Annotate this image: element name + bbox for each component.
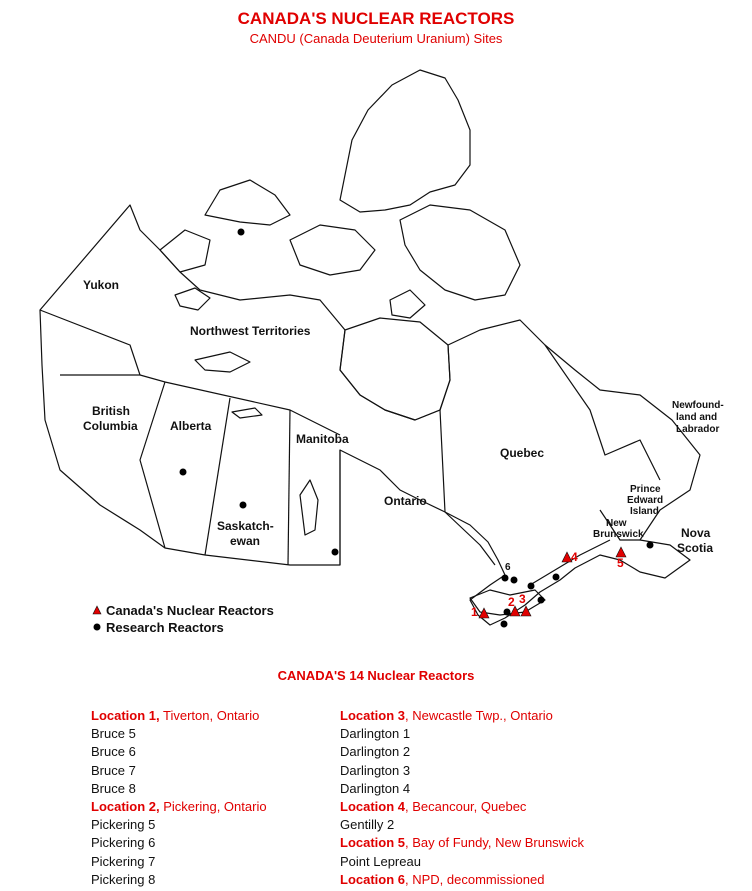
- label-bc-line2: Columbia: [83, 419, 138, 433]
- label-sask-line1: Saskatch-: [217, 519, 274, 533]
- reactor-list-left: [91, 707, 267, 889]
- legend-reactors-label: Canada's Nuclear Reactors: [106, 603, 274, 618]
- research-reactor-dot: [180, 469, 187, 476]
- reactor-item: Pickering 8: [91, 871, 156, 887]
- sask-manitoba-border: [288, 410, 290, 565]
- hudson-bay: [340, 318, 450, 420]
- research-reactor-dot: [553, 574, 560, 581]
- location-heading: Location 1, Tiverton, Ontario: [91, 708, 260, 723]
- reactor-item: Bruce 8: [91, 780, 136, 796]
- lake-athabasca: [232, 408, 262, 418]
- mainland-outline: [40, 205, 700, 625]
- yukon-border: [40, 310, 140, 375]
- reactor-list-right: [340, 707, 584, 889]
- reactor-item: Darlington 3: [340, 762, 411, 778]
- southampton-island: [390, 290, 425, 318]
- research-reactor-dot: [504, 609, 511, 616]
- research-reactor-dot: [647, 542, 654, 549]
- label-pei-line2: Edward: [627, 495, 664, 506]
- label-pei-line3: Island: [630, 506, 659, 517]
- location-heading: Location 2, Pickering, Ontario: [91, 799, 267, 815]
- label-ns-line2: Scotia: [677, 541, 714, 555]
- label-alberta: Alberta: [170, 419, 212, 433]
- quebec-labrador-border: [545, 345, 660, 480]
- bc-north-border: [60, 375, 165, 382]
- great-slave-lake: [195, 352, 250, 372]
- reactor-item: Darlington 1: [340, 726, 411, 742]
- research-reactor-dot: [332, 549, 339, 556]
- site-number-4: 4: [571, 550, 578, 564]
- site-number-5: 5: [617, 556, 624, 570]
- map-subtitle: CANDU (Canada Deuterium Uranium) Sites: [249, 31, 503, 46]
- research-reactor-dot: [528, 583, 535, 590]
- reactor-list-title: CANADA'S 14 Nuclear Reactors: [277, 668, 475, 683]
- arctic-island-baffin: [340, 70, 470, 212]
- arctic-island-victoria: [290, 225, 375, 275]
- site-number-3: 3: [519, 592, 526, 606]
- arctic-island-baffin-south: [400, 205, 520, 300]
- label-sask-line2: ewan: [230, 534, 261, 548]
- label-quebec: Quebec: [500, 446, 545, 460]
- site-number-1: 1: [471, 605, 478, 619]
- location-heading: Location 5, Bay of Fundy, New Brunswick: [340, 835, 584, 851]
- location-heading: Location 4, Becancour, Quebec: [340, 799, 527, 815]
- nuclear-reactor-marker-3: [521, 606, 531, 616]
- st-lawrence: [530, 540, 610, 585]
- label-manitoba: Manitoba: [296, 432, 349, 446]
- label-nfld-line3: Labrador: [676, 424, 720, 435]
- reactor-item: Gentilly 2: [340, 817, 395, 833]
- reactor-item: Pickering 6: [91, 835, 156, 851]
- research-reactor-dot: [238, 229, 245, 236]
- arctic-island-banks: [160, 230, 210, 272]
- map-title: CANADA'S NUCLEAR REACTORS: [237, 9, 515, 28]
- bc-alberta-border: [140, 382, 165, 548]
- research-reactor-dot: [511, 577, 518, 584]
- research-reactor-dot: [240, 502, 247, 509]
- location-heading: Location 3, Newcastle Twp., Ontario: [340, 708, 553, 723]
- label-nfld-line1: Newfound-: [672, 400, 724, 411]
- label-ontario: Ontario: [384, 494, 427, 508]
- label-pei-line1: Prince: [630, 484, 661, 495]
- reactor-item: Bruce 6: [91, 744, 136, 760]
- location-heading: Location 6, NPD, decommissioned: [340, 871, 545, 887]
- label-bc-line1: British: [92, 404, 131, 418]
- dot-icon: [92, 620, 106, 635]
- reactor-item: Darlington 4: [340, 780, 411, 796]
- research-reactor-dot: [538, 597, 545, 604]
- canada-map: [0, 50, 752, 650]
- label-nb-line1: New: [606, 518, 627, 529]
- reactor-item: Darlington 2: [340, 744, 411, 760]
- triangle-icon: [92, 603, 106, 618]
- research-reactor-dot: [502, 575, 509, 582]
- ontario-quebec-border: [440, 410, 495, 565]
- label-nwt: Northwest Territories: [190, 324, 311, 338]
- arctic-island-west: [205, 180, 290, 225]
- reactor-item: Point Lepreau: [340, 853, 421, 869]
- label-yukon: Yukon: [83, 278, 120, 292]
- label-nfld-line2: land and: [676, 412, 718, 423]
- reactor-item: Pickering 7: [91, 853, 156, 869]
- legend-research-label: Research Reactors: [106, 620, 224, 635]
- reactor-item: Bruce 5: [91, 726, 136, 742]
- label-nb-line2: Brunswick: [593, 529, 644, 540]
- lake-winnipeg: [300, 480, 318, 535]
- site-number-2: 2: [508, 595, 515, 609]
- legend-reactors: [92, 603, 274, 618]
- label-ns-line1: Nova: [681, 526, 711, 540]
- legend-research: [92, 620, 224, 635]
- reactor-item: Pickering 5: [91, 817, 156, 833]
- research-reactor-dot: [501, 621, 508, 628]
- site-number-6: 6: [505, 562, 511, 573]
- reactor-item: Bruce 7: [91, 762, 136, 778]
